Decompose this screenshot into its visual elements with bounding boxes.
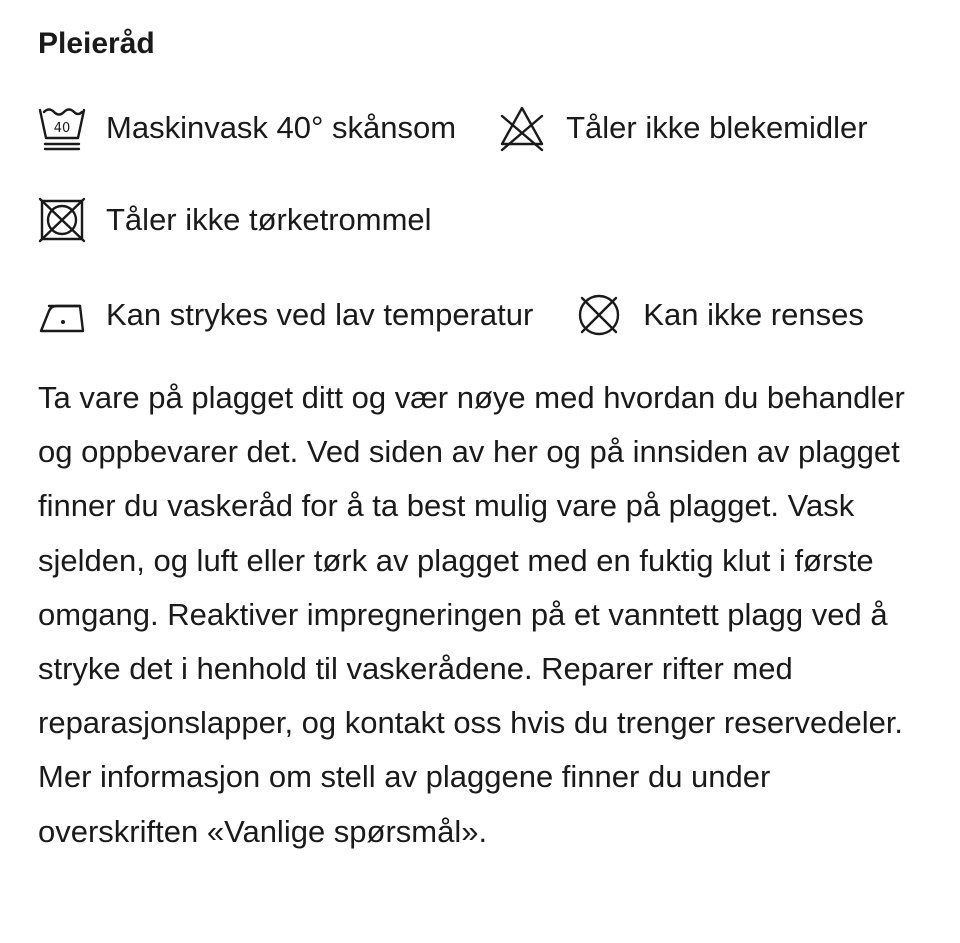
no-tumble-dry-icon <box>38 196 86 244</box>
care-label-wash: Maskinvask 40° skånsom <box>106 110 457 145</box>
svg-text:40: 40 <box>53 121 71 136</box>
care-item-bleach <box>498 104 868 152</box>
care-description: Ta vare på plagget ditt og vær nøye med hvordan du behandler og oppbevarer det. Ved siden av her og på innsiden av plagget finner du vaskeråd for å ta best mulig vare på plagget. Vask sjelden, og luft eller tørk av plagget med en fuktig klut i første omgang. Reaktiver impregneringen på et vanntett plagg ved å stryke det i henhold til vaskerådene. Reparer rifter med reparasjonslapper, og kontakt oss hvis du trenger reservedeler. Mer informasjon om stell av plaggene finner du under overskriften «Vanlige spørsmål». <box>38 380 905 849</box>
washing-40-gentle-icon <box>38 104 86 152</box>
no-dry-clean-icon <box>575 291 623 339</box>
care-item-iron <box>38 291 533 339</box>
care-item-tumble <box>38 196 432 244</box>
care-item-wash <box>38 104 456 152</box>
care-row-1 <box>38 104 868 152</box>
care-row-2 <box>38 196 432 244</box>
care-label-tumble: Tåler ikke tørketrommel <box>106 202 432 237</box>
care-row-3 <box>38 291 864 339</box>
care-label-dryclean: Kan ikke renses <box>643 297 864 332</box>
care-label-iron: Kan strykes ved lav temperatur <box>106 297 534 332</box>
care-item-dryclean <box>575 291 864 339</box>
care-label-bleach: Tåler ikke blekemidler <box>566 110 868 145</box>
no-bleach-icon <box>498 104 546 152</box>
iron-low-temp-icon <box>38 291 86 339</box>
section-title: Pleieråd <box>38 27 155 60</box>
